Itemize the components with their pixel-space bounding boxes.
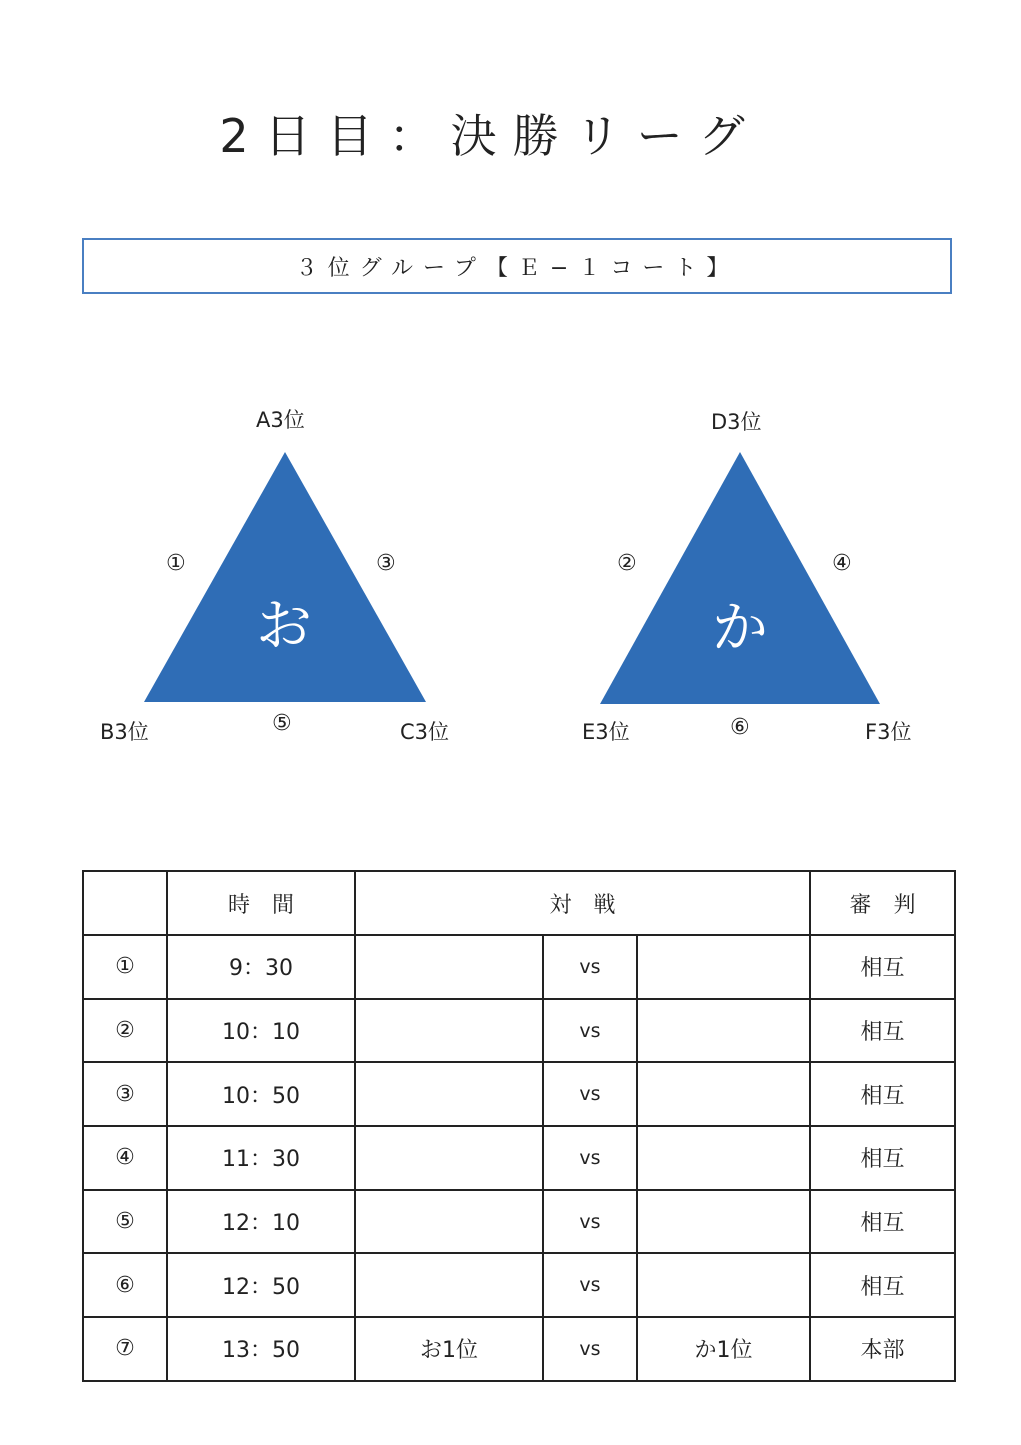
- team2-cell: [637, 1126, 810, 1190]
- group-ka-top-team: D3位: [711, 410, 762, 434]
- header-time: 時 間: [167, 871, 355, 935]
- vs-cell: vs: [543, 1062, 637, 1126]
- table-row: [83, 1126, 955, 1190]
- table-row: [83, 1062, 955, 1126]
- team1-cell: [355, 1253, 543, 1317]
- table-row: [83, 935, 955, 999]
- match-number: ⑥: [83, 1253, 167, 1317]
- table-header-row: [83, 871, 955, 935]
- group-o-bottom-left-team: B3位: [100, 720, 149, 744]
- group-o-left-match: ①: [166, 551, 186, 576]
- referee-cell: 相互: [810, 999, 955, 1063]
- referee-cell: 本部: [810, 1317, 955, 1381]
- team1-cell: お1位: [355, 1317, 543, 1381]
- vs-cell: vs: [543, 935, 637, 999]
- triangle-ka: [600, 452, 880, 704]
- page-title: 2日目：決勝リーグ: [219, 109, 761, 163]
- referee-cell: 相互: [810, 1062, 955, 1126]
- match-number: ①: [83, 935, 167, 999]
- referee-cell: 相互: [810, 1190, 955, 1254]
- group-o-top-team: A3位: [256, 408, 305, 432]
- team2-cell: [637, 999, 810, 1063]
- group-o-bottom-match: ⑤: [272, 711, 292, 736]
- group-ka-name: か: [712, 596, 768, 661]
- triangle-o: [144, 452, 426, 702]
- header-match: 対 戦: [355, 871, 810, 935]
- match-time: 13：50: [167, 1317, 355, 1381]
- match-number: ⑤: [83, 1190, 167, 1254]
- table-row: [83, 1253, 955, 1317]
- vs-cell: vs: [543, 1126, 637, 1190]
- group-ka-bottom-match: ⑥: [730, 715, 750, 740]
- table-row: [83, 999, 955, 1063]
- group-o-name: お: [256, 594, 312, 659]
- group-heading-label: ３位グループ【Ｅ−１コート】: [295, 255, 739, 281]
- match-number: ⑦: [83, 1317, 167, 1381]
- schedule-table: [82, 870, 956, 1382]
- team2-cell: [637, 935, 810, 999]
- match-time: 9：30: [167, 935, 355, 999]
- vs-cell: vs: [543, 999, 637, 1063]
- header-referee: 審 判: [810, 871, 955, 935]
- match-time: 11：30: [167, 1126, 355, 1190]
- group-ka-bottom-right-team: F3位: [865, 720, 912, 744]
- team1-cell: [355, 1062, 543, 1126]
- vs-cell: vs: [543, 1317, 637, 1381]
- match-number: ③: [83, 1062, 167, 1126]
- team1-cell: [355, 999, 543, 1063]
- group-o-right-match: ③: [376, 551, 396, 576]
- referee-cell: 相互: [810, 1253, 955, 1317]
- group-ka-bottom-left-team: E3位: [582, 720, 630, 744]
- match-number: ④: [83, 1126, 167, 1190]
- match-number: ②: [83, 999, 167, 1063]
- group-ka-right-match: ④: [832, 551, 852, 576]
- table-row: [83, 1317, 955, 1381]
- match-time: 12：10: [167, 1190, 355, 1254]
- team2-cell: [637, 1190, 810, 1254]
- team1-cell: [355, 1126, 543, 1190]
- team1-cell: [355, 1190, 543, 1254]
- match-time: 10：10: [167, 999, 355, 1063]
- match-time: 12：50: [167, 1253, 355, 1317]
- team2-cell: [637, 1062, 810, 1126]
- vs-cell: vs: [543, 1190, 637, 1254]
- team1-cell: [355, 935, 543, 999]
- table-row: [83, 1190, 955, 1254]
- referee-cell: 相互: [810, 1126, 955, 1190]
- group-o-bottom-right-team: C3位: [400, 720, 450, 744]
- team2-cell: [637, 1253, 810, 1317]
- team2-cell: か1位: [637, 1317, 810, 1381]
- header-no: [83, 871, 167, 935]
- match-time: 10：50: [167, 1062, 355, 1126]
- vs-cell: vs: [543, 1253, 637, 1317]
- referee-cell: 相互: [810, 935, 955, 999]
- group-ka-left-match: ②: [617, 551, 637, 576]
